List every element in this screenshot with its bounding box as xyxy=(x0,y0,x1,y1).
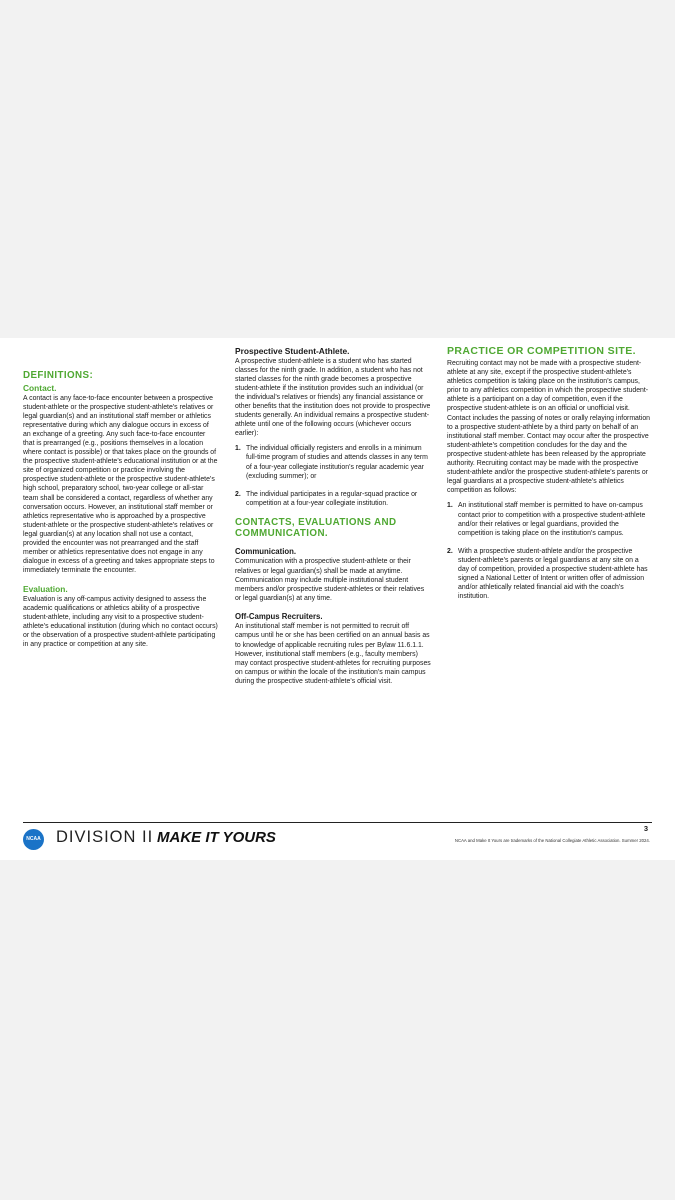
contact-paragraph: A contact is any face-to-face encounter between a prospective student-athlete or the prospective student-athlete’s relatives or legal guardian(s) and an institutional staff member or athletics representative during which any dialogue occurs in excess of an exchange of a greeting. Any such face-to-face encounter that is prearranged (e.g., positions themselves in a location where contact is possible) or that takes place on the grounds of the prospective student-athlete’s educational institution or at the site of organized competition or practice involving the prospective student-athlete or the prospective student-athlete’s high school, preparatory school, two-year college or all-star team shall be considered a contact, regardless of whether any conversation occurs. However, an institutional staff member or athletics representative who is approached by a prospective student-athlete or the prospective student-athlete’s relatives or legal guardian(s) at any location shall not use a contact, provided the encounter was not prearranged and the staff member or athletics representative does not engage in any dialogue in excess of a greeting and takes appropriate steps to immediately terminate the encounter. xyxy=(23,394,218,575)
psa-list xyxy=(235,444,432,508)
list-text: The individual officially registers and enrolls in a minimum full-time program of studies and attends classes in any term of a four-year collegiate institution’s regular academic year (excluding summer); or xyxy=(246,445,428,480)
list-text: An institutional staff member is permitted to have on-campus contact prior to competition with a prospective student-athlete and/or their relatives or legal guardians, provided the competition is taking place on the institution’s campus. xyxy=(458,502,646,537)
practice-list xyxy=(447,501,650,601)
trademark-notice: NCAA and Make It Yours are trademarks of the National Collegiate Athletic Association. Summer 2024. xyxy=(454,838,650,843)
list-number: 2. xyxy=(447,547,453,555)
off-campus-paragraph: An institutional staff member is not permitted to recruit off campus until he or she has been certified on an annual basis as to knowledge of applicable recruiting rules per Bylaw 11.6.1.1. However, institutional staff members (e.g., faculty members) may contact prospective student-athletes for recruiting purposes on campus or within the locale of the institution’s main campus during the prospective student-athlete’s official visit. xyxy=(235,623,431,685)
division-ii-wordmark: DIVISION II xyxy=(56,828,154,846)
make-it-yours-logo: MAKE IT YOURS xyxy=(157,829,276,846)
list-text: With a prospective student-athlete and/or the prospective student-athlete’s parents or legal guardians at any site on a day of competition, provided a prospective student-athlete has signed a National Letter of Intent or written offer of admission and/or athletically related financial aid with the coach’s institution. xyxy=(458,547,648,601)
prospective-student-athlete-heading: Prospective Student-Athlete. xyxy=(235,346,350,356)
contacts-evaluations-heading: CONTACTS, EVALUATIONS AND COMMUNICATION. xyxy=(235,516,397,539)
list-item xyxy=(235,490,432,508)
list-number: 1. xyxy=(235,445,241,453)
communication-heading: Communication. xyxy=(235,546,297,556)
list-item xyxy=(235,444,432,480)
column-1 xyxy=(23,346,218,649)
definitions-heading: DEFINITIONS: xyxy=(23,370,94,381)
list-number: 2. xyxy=(235,490,241,498)
psa-paragraph: A prospective student-athlete is a student who has started classes for the ninth grade. In addition, a student who has not started classes for the ninth grade becomes a prospective student-athlete if the institution provides such an individual (or the individual’s relatives or friends) any financial assistance or other benefits that the institution does not provide to prospective students generally. An individual remains a prospective student-athlete until one of the following occurs (whichever occurs earlier): xyxy=(235,357,431,438)
contact-heading: Contact. xyxy=(23,383,57,393)
practice-paragraph: Recruiting contact may not be made with a prospective student-athlete at any site, except if the prospective student-athlete’s athletics competition is taking place on the institution’s campus, prior to any athletics competition in which the prospective student-athlete is a participant on a day of competition, even if the prospective student-athlete is on an official or unofficial visit. Contact includes the passing of notes or orally relaying information to a prospective student-athlete by a third party on behalf of an institutional staff member. Contact may occur after the prospective student-athlete’s competition concludes for the day and the prospective student-athlete has been released by the appropriate authority. Recruiting contact may be made with the prospective student-athlete and/or the prospective student-athlete’s parents or legal guardians at a prospective student-athlete’s athletics competition as follows: xyxy=(447,360,651,495)
column-3 xyxy=(447,346,650,601)
page-number: 3 xyxy=(643,824,648,833)
list-item xyxy=(447,501,650,537)
list-item xyxy=(447,547,650,602)
column-2 xyxy=(235,346,432,686)
communication-paragraph: Communication with a prospective student-athlete or their relatives or legal guardian(s) shall be made at anytime. Communication may include multiple institutional student members and/or prospective student-athletes or their relatives or legal guardian(s) at any time. xyxy=(235,558,425,602)
practice-competition-heading: PRACTICE OR COMPETITION SITE. xyxy=(447,345,636,357)
document-page xyxy=(0,338,675,860)
list-text: The individual participates in a regular-squad practice or competition at a four-year collegiate institution. xyxy=(246,490,418,507)
list-number: 1. xyxy=(447,502,453,510)
evaluation-heading: Evaluation. xyxy=(23,584,68,595)
evaluation-paragraph: Evaluation is any off-campus activity designed to assess the academic qualifications or athletics ability of a prospective student-athlete, including any visit to a prospective student-athlete’s educational institution (during which no contact occurs) or the observation of a prospective student-athlete participating in any practice or competition at any site. xyxy=(23,595,218,649)
ncaa-logo: NCAA xyxy=(23,829,44,850)
footer-divider xyxy=(23,822,652,823)
off-campus-recruiters-heading: Off-Campus Recruiters. xyxy=(235,611,323,621)
